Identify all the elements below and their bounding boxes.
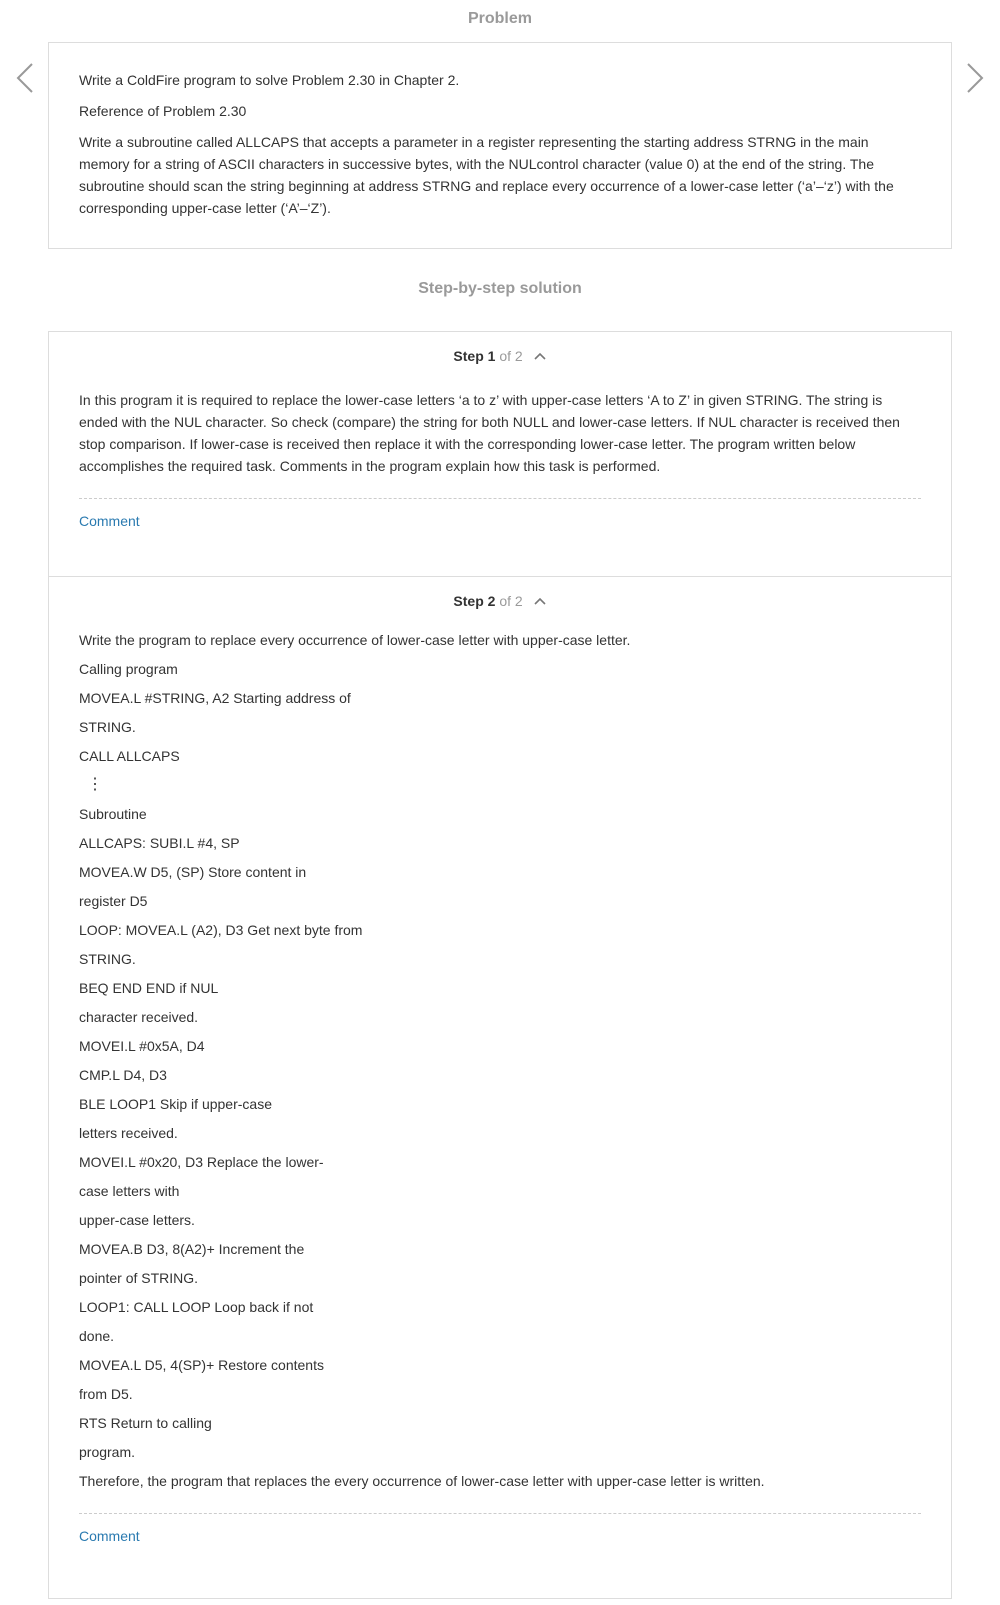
program-line: ALLCAPS: SUBI.L #4, SP [79,835,240,851]
program-line: Calling program [79,661,178,677]
program-line: register D5 [79,893,148,909]
chevron-up-icon [533,351,547,361]
step-1-comment-link[interactable]: Comment [79,513,140,529]
program-line: character received. [79,1009,199,1025]
step-2-header [79,577,921,611]
step-2-divider [79,1513,921,1514]
program-line: MOVEI.L #0x5A, D4 [79,1038,205,1054]
step-1-label: Step 1 [453,348,496,364]
problem-card [48,42,952,249]
program-line: Subroutine [79,806,147,822]
program-line: Write the program to replace every occurrence of lower-case letter with upper-case letter. [79,632,631,648]
program-line: STRING. [79,951,136,967]
program-line: MOVEI.L #0x20, D3 Replace the lower- [79,1154,324,1170]
step-2-collapse-button[interactable] [533,591,547,611]
program-line: MOVEA.W D5, (SP) Store content in [79,864,307,880]
step-1-text: In this program it is required to replace the lower-case letters ‘a to z’ with upper-case letters ‘A to Z’ in given STRING. The string is ended with the NUL character. So check (compare) the string for both NULL and lower-case letters. If NUL character is received then stop comparison. If lower-case is received then replace it with the corresponding lower-case letter. The program written below accomplishes the required task. Comments in the program explain how this task is performed. [79,392,900,474]
step-1-count: of 2 [499,348,523,364]
program-line: case letters with [79,1183,180,1199]
problem-reference: Reference of Problem 2.30 [79,103,247,119]
previous-button[interactable] [12,60,40,96]
program-line: LOOP1: CALL LOOP Loop back if not [79,1299,314,1315]
program-line: RTS Return to calling [79,1415,212,1431]
program-line: upper-case letters. [79,1212,195,1228]
step-1-collapse-button[interactable] [533,346,547,366]
problem-heading: Problem [467,10,532,27]
problem-description: Write a subroutine called ALLCAPS that accepts a parameter in a register representing the starting address STRNG in the main memory for a string of ASCII characters in successive bytes, with the NULcontrol character (value 0) at the end of the string. The subroutine should scan the string beginning at address STRNG and replace every occurrence of a lower-case letter (‘a’–‘z’) with the corresponding upper-case letter (‘A’–‘Z’). [79,134,894,216]
program-line: BLE LOOP1 Skip if upper-case [79,1096,272,1112]
program-line: from D5. [79,1386,133,1402]
program-line: program. [79,1444,136,1460]
program-line: LOOP: MOVEA.L (A2), D3 Get next byte from [79,922,363,938]
step-2 [49,577,951,1598]
program-line: MOVEA.L D5, 4(SP)+ Restore contents [79,1357,324,1373]
step-1-header [79,332,921,366]
step-2-program [79,630,921,1491]
program-line: CMP.L D4, D3 [79,1067,167,1083]
step-1 [49,332,951,577]
chevron-up-icon [533,596,547,606]
program-line: CALL ALLCAPS [79,748,180,764]
program-line: STRING. [79,719,136,735]
step-2-count: of 2 [499,593,523,609]
vertical-ellipsis: ⋮ [87,776,103,793]
program-line: letters received. [79,1125,178,1141]
program-line: BEQ END END if NUL [79,980,219,996]
program-line: MOVEA.B D3, 8(A2)+ Increment the [79,1241,305,1257]
step-2-comment-link[interactable]: Comment [79,1528,140,1544]
step-2-label: Step 2 [453,593,496,609]
next-button[interactable] [960,60,988,96]
chevron-right-icon [960,60,988,96]
steps-card [48,331,952,1599]
step-1-divider [79,498,921,499]
chevron-left-icon [12,60,40,96]
solution-heading: Step-by-step solution [418,280,582,297]
problem-statement: Write a ColdFire program to solve Problem 2.30 in Chapter 2. [79,72,460,88]
program-line: done. [79,1328,115,1344]
program-line: MOVEA.L #STRING, A2 Starting address of [79,690,351,706]
program-line: pointer of STRING. [79,1270,199,1286]
program-line: Therefore, the program that replaces the every occurrence of lower-case letter with upper-case letter is written. [79,1473,765,1489]
